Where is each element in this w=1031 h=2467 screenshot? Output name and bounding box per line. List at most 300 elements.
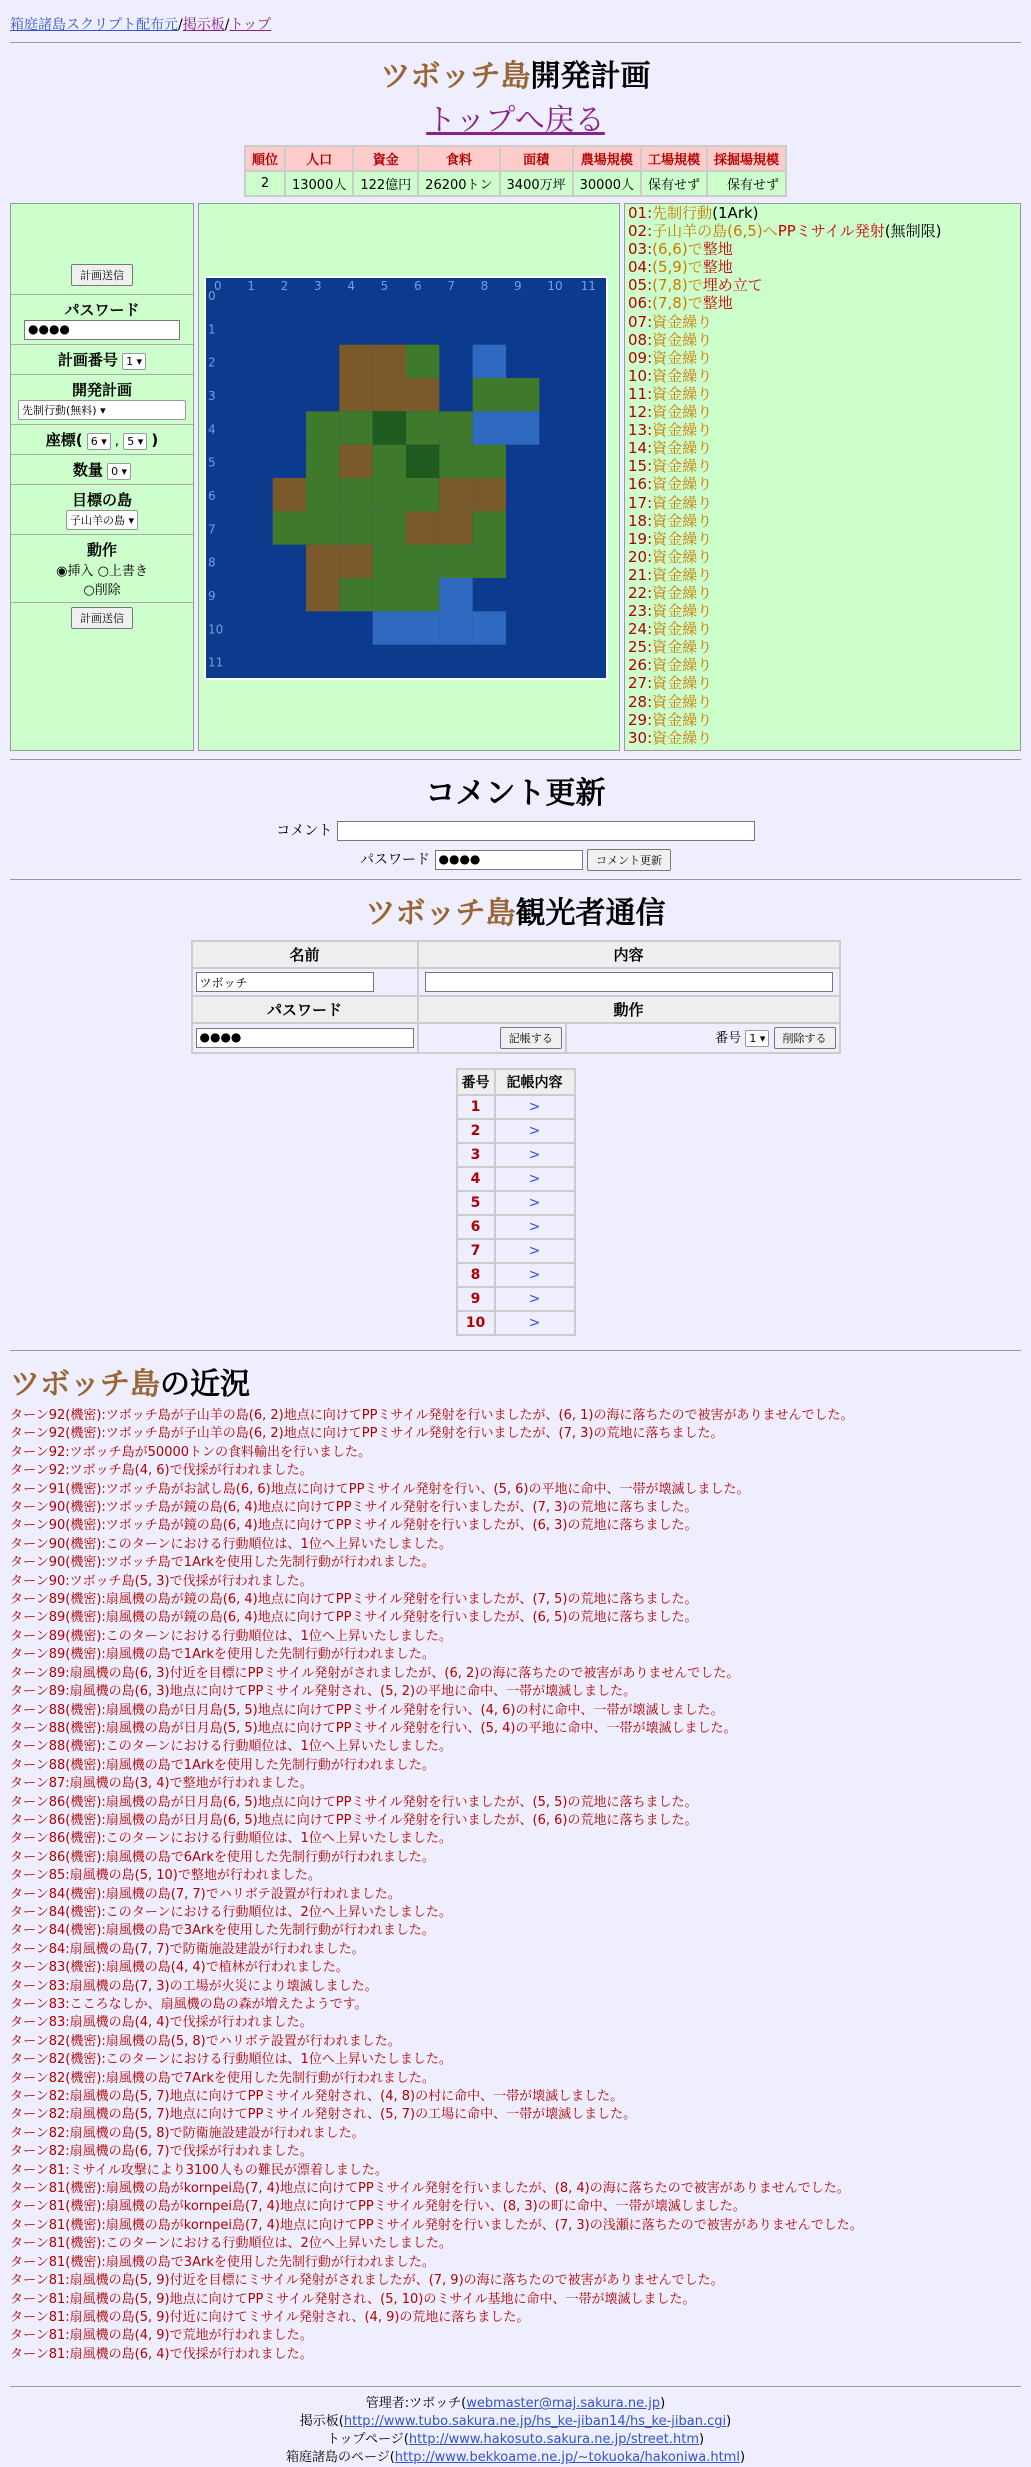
plan-text: 先制行動 — [652, 204, 713, 222]
stats-header: 順位 — [246, 147, 284, 170]
table-row — [458, 1192, 574, 1214]
map-col-digit: 11 — [580, 279, 596, 293]
plan-number: 06: — [628, 294, 653, 313]
plan-item — [628, 602, 1017, 620]
map-tile — [373, 345, 406, 378]
map-col-digit: 9 — [514, 279, 522, 293]
plan-text: 資金繰り — [652, 421, 713, 440]
plan-target: 埋め立て — [702, 276, 763, 295]
map-tile — [273, 478, 306, 511]
news-item: ターン88(機密):扇風機の島が日月島(5, 5)地点に向けてPPミサイル発射を行い、(5, 4)の平地に命中、一帯が壊滅しました。 — [10, 1720, 737, 1736]
map-tile — [373, 445, 406, 478]
password-label: パスワード — [64, 301, 140, 319]
log-row-content: > — [496, 1192, 574, 1214]
plan-text: 資金繰り — [652, 475, 713, 494]
map-tile — [339, 345, 372, 378]
map-row-digit: 6 — [208, 489, 216, 503]
news-item: ターン89(機密):扇風機の島が鏡の島(6, 4)地点に向けてPPミサイル発射を行いましたが、(6, 5)の荒地に落ちました。 — [10, 1610, 698, 1626]
plan-item — [628, 512, 1017, 530]
news-item: ターン82(機密):扇風機の島(5, 8)でハリボテ設置が行われました。 — [10, 2033, 401, 2049]
stats-value: 26200トン — [419, 172, 498, 195]
map-row-digit: 3 — [208, 389, 216, 403]
news-item: ターン86(機密):扇風機の島が日月島(6, 5)地点に向けてPPミサイル発射を行いましたが、(6, 6)の荒地に落ちました。 — [10, 1812, 698, 1828]
log-row-number: 6 — [458, 1216, 494, 1238]
map-tile — [473, 345, 506, 378]
plan-form: 計画送信 パスワード ●●●● 計画番号 1 ▾ 開発計画 先制行動(無料) ▾ 座標( 6 ▾ , 5 ▾ ) 数量 0 ▾ 目標の島 子山羊の島 ▾ 動作 ◉挿入 ○上書き ○削除 計画送信 — [10, 203, 194, 751]
map-tile — [306, 578, 339, 611]
news-item: ターン84(機密):扇風機の島で3Arkを使用した先制行動が行われました。 — [10, 1923, 435, 1939]
log-row-number: 5 — [458, 1192, 494, 1214]
plan-text: 資金繰り — [652, 565, 713, 584]
island-map-panel — [198, 203, 620, 751]
guest-title: ツボッチ島観光者通信 — [365, 896, 666, 931]
table-row — [458, 1312, 574, 1334]
stats-value: 3400万坪 — [501, 172, 572, 195]
log-row-number: 1 — [458, 1096, 494, 1118]
guest-action-header: 動作 — [419, 997, 839, 1022]
plan-number: 18: — [628, 511, 653, 530]
news-item: ターン81(機密):扇風機の島がkornpei島(7, 4)地点に向けてPPミサイル発射を行いましたが、(8, 4)の海に落ちたので被害がありませんでした。 — [10, 2181, 850, 2197]
plan-text: 資金繰り — [652, 403, 713, 422]
plan-number: 25: — [628, 638, 653, 657]
map-tile — [473, 478, 506, 511]
plan-text: 資金繰り — [652, 620, 713, 639]
guest-name-input[interactable]: ツボッチ — [196, 972, 374, 992]
plan-number: 16: — [628, 475, 653, 494]
plan-text: 資金繰り — [652, 330, 713, 349]
coord-x-select[interactable]: 6 ▾ — [87, 433, 111, 450]
plan-text: (6,6)で — [652, 240, 703, 259]
comment-update-button[interactable]: コメント更新 — [587, 849, 671, 871]
password-input[interactable]: ●●●● — [24, 320, 180, 340]
map-row-digit: 7 — [208, 522, 216, 537]
stats-value: 2 — [246, 172, 284, 195]
plan-text: 資金繰り — [652, 457, 713, 476]
plan-item — [628, 457, 1017, 475]
plan-item — [628, 276, 1017, 294]
log-row-content: > — [496, 1240, 574, 1262]
plan-number: 20: — [628, 547, 653, 566]
plan-target: 整地 — [702, 258, 733, 277]
plan-item — [628, 385, 1017, 403]
radio-overwrite[interactable]: ○上書き — [97, 564, 148, 579]
plan-text: 資金繰り — [652, 511, 713, 530]
stats-header: 食料 — [419, 147, 498, 170]
submit-plan-button-bottom[interactable]: 計画送信 — [71, 607, 133, 629]
development-section — [10, 203, 1021, 751]
map-tile — [373, 511, 406, 544]
island-map[interactable] — [204, 276, 608, 680]
log-row-content: > — [496, 1288, 574, 1310]
news-item: ターン81:扇風機の島(6, 4)で伐採が行われました。 — [10, 2346, 313, 2362]
radio-delete[interactable]: ○削除 — [83, 583, 121, 598]
plan-item — [628, 638, 1017, 656]
news-item: ターン88(機密):扇風機の島で1Arkを使用した先制行動が行われました。 — [10, 1757, 435, 1773]
map-tile — [373, 545, 406, 578]
plan-text: 資金繰り — [652, 348, 713, 367]
map-tile — [306, 511, 339, 544]
stats-value: 保有せず — [708, 172, 785, 195]
plan-item — [628, 548, 1017, 566]
news-item: ターン83:扇風機の島(4, 4)で伐採が行われました。 — [10, 2015, 313, 2031]
guest-section — [10, 888, 1021, 1336]
map-tile — [373, 611, 406, 644]
news-item: ターン89(機密):このターンにおける行動順位は、1位へ上昇いたしました。 — [10, 1628, 452, 1644]
guest-content-header: 内容 — [419, 942, 839, 967]
map-row-digit: 8 — [208, 555, 216, 570]
guest-content-input[interactable] — [425, 972, 833, 992]
plan-item — [628, 204, 1017, 222]
plan-number: 30: — [628, 728, 653, 747]
map-tile — [306, 545, 339, 578]
table-row — [458, 1288, 574, 1310]
map-row-digit: 10 — [208, 622, 224, 637]
map-tile — [373, 478, 406, 511]
plan-item — [628, 403, 1017, 421]
log-row-number: 10 — [458, 1312, 494, 1334]
dev-plan-label: 開発計画 — [71, 381, 132, 399]
news-list — [10, 1407, 1021, 2364]
stats-value: 保有せず — [642, 172, 706, 195]
stats-value: 13000人 — [286, 172, 352, 195]
guest-password-header: パスワード — [193, 997, 417, 1022]
news-item: ターン89:扇風機の島(6, 3)地点に向けてPPミサイル発射され、(5, 2)の平地に命中、一帯が壊滅しました。 — [10, 1684, 637, 1700]
plan-number: 09: — [628, 348, 653, 367]
plan-number: 29: — [628, 710, 653, 729]
stats-header: 面積 — [501, 147, 572, 170]
guest-no-label: 番号 — [715, 1031, 742, 1046]
map-row-digit: 1 — [208, 322, 216, 337]
quantity-select[interactable]: 0 ▾ — [107, 463, 131, 480]
plan-list — [624, 203, 1021, 751]
map-tile — [473, 545, 506, 578]
plan-item — [628, 439, 1017, 457]
news-item: ターン92:ツボッチ島が50000トンの食料輸出を行いました。 — [10, 1444, 372, 1460]
news-item: ターン90:ツボッチ島(5, 3)で伐採が行われました。 — [10, 1573, 313, 1589]
plan-number: 15: — [628, 457, 653, 476]
plan-number: 17: — [628, 493, 653, 512]
plan-text: 資金繰り — [652, 547, 713, 566]
news-item: ターン88(機密):扇風機の島が日月島(5, 5)地点に向けてPPミサイル発射を行い、(4, 6)の村に命中、一帯が壊滅しました。 — [10, 1702, 724, 1718]
news-item: ターン81(機密):扇風機の島がkornpei島(7, 4)地点に向けてPPミサイル発射を行いましたが、(7, 3)の浅瀬に落ちたので被害がありませんでした。 — [10, 2217, 863, 2233]
news-item: ターン81:ミサイル攻撃により3100人もの難民が漂着しました。 — [10, 2162, 388, 2178]
news-item: ターン84(機密):このターンにおける行動順位は、2位へ上昇いたしました。 — [10, 1904, 452, 1920]
news-item: ターン82:扇風機の島(5, 7)地点に向けてPPミサイル発射され、(5, 7)の工場に命中、一帯が壊滅しました。 — [10, 2107, 637, 2123]
map-tile — [406, 378, 439, 411]
plan-number: 23: — [628, 602, 653, 621]
map-tile — [439, 511, 472, 544]
comment-title: コメント更新 — [425, 776, 606, 811]
plan-item — [628, 475, 1017, 493]
submit-plan-button-top[interactable]: 計画送信 — [71, 264, 133, 286]
news-item: ターン89(機密):扇風機の島が鏡の島(6, 4)地点に向けてPPミサイル発射を行いましたが、(7, 5)の荒地に落ちました。 — [10, 1592, 698, 1608]
target-island-label: 目標の島 — [71, 491, 132, 509]
plan-number: 21: — [628, 565, 653, 584]
footer: 管理者:ツボッチ(webmaster@maj.sakura.ne.jp) 掲示板(http://www.tubo.sakura.ne.jp/hs_ke-jiban14/hs_ke-jiban.cgi) トップページ(http://www.hakosuto.sakura.ne.jp/street.htm) 箱庭諸島のページ(http://www.bekkoame.ne.jp/~tokuoka/hakoniwa.html) — [285, 2396, 746, 2466]
plan-number: 04: — [628, 258, 653, 277]
plan-number: 28: — [628, 692, 653, 711]
plan-item — [628, 620, 1017, 638]
news-item: ターン81:扇風機の島(5, 9)付近に向けてミサイル発射され、(4, 9)の荒地に落ちました。 — [10, 2309, 530, 2325]
map-col-digit: 2 — [280, 279, 289, 293]
table-row — [458, 1144, 574, 1166]
plan-text: (7,8)で — [652, 294, 703, 313]
plan-number: 14: — [628, 439, 653, 458]
plan-number: 13: — [628, 421, 653, 440]
stats-header: 資金 — [354, 147, 417, 170]
link-bbs[interactable]: 掲示板 — [182, 17, 225, 33]
comment-section — [10, 768, 1021, 871]
plan-text: 資金繰り — [652, 493, 713, 512]
plan-item — [628, 656, 1017, 674]
news-item: ターン90(機密):このターンにおける行動順位は、1位へ上昇いたしました。 — [10, 1536, 452, 1552]
map-tile — [406, 478, 439, 511]
map-row-digit: 11 — [208, 655, 224, 670]
log-row-number: 8 — [458, 1264, 494, 1286]
map-tile — [406, 545, 439, 578]
plan-item — [628, 331, 1017, 349]
plan-number-label: 計画番号 — [57, 351, 118, 369]
back-to-top-link[interactable]: トップへ戻る — [426, 103, 605, 138]
map-tile — [506, 411, 539, 444]
guest-form-table — [191, 940, 841, 1054]
map-tile — [406, 611, 439, 644]
plan-number: 10: — [628, 366, 653, 385]
island-stats-table — [244, 145, 787, 197]
map-tile — [339, 378, 372, 411]
plan-number: 24: — [628, 620, 653, 639]
link-script-source[interactable]: 箱庭諸島スクリプト配布元 — [10, 17, 178, 33]
map-tile — [473, 445, 506, 478]
plan-extra: (無制限) — [884, 222, 942, 241]
plan-text: 資金繰り — [652, 602, 713, 621]
map-col-digit: 1 — [247, 279, 255, 293]
plan-number: 19: — [628, 529, 653, 548]
dev-plan-select[interactable]: 先制行動(無料) ▾ — [18, 400, 186, 420]
comment-password-input[interactable]: ●●●● — [435, 850, 583, 870]
log-row-number: 9 — [458, 1288, 494, 1310]
plan-item — [628, 349, 1017, 367]
news-item: ターン92(機密):ツボッチ島が子山羊の島(6, 2)地点に向けてPPミサイル発射を行いましたが、(7, 3)の荒地に落ちました。 — [10, 1426, 724, 1442]
map-tile — [439, 578, 472, 611]
guest-post-button[interactable]: 記帳する — [500, 1027, 562, 1049]
log-row-content: > — [496, 1096, 574, 1118]
plan-item — [628, 494, 1017, 512]
plan-target: 整地 — [702, 240, 733, 259]
plan-item — [628, 313, 1017, 331]
news-item: ターン88(機密):このターンにおける行動順位は、1位へ上昇いたしました。 — [10, 1739, 452, 1755]
map-tile — [273, 511, 306, 544]
plan-item — [628, 566, 1017, 584]
link-top[interactable]: トップ — [229, 17, 272, 33]
map-tile — [439, 411, 472, 444]
bbs-url-link[interactable]: http://www.tubo.sakura.ne.jp/hs_ke-jiban14/hs_ke-jiban.cgi — [343, 2414, 727, 2430]
radio-insert[interactable]: ◉挿入 — [56, 564, 94, 579]
guest-password-input[interactable]: ●●●● — [196, 1028, 414, 1048]
plan-text: 資金繰り — [652, 674, 713, 693]
plan-text: 資金繰り — [652, 384, 713, 403]
news-item: ターン92(機密):ツボッチ島が子山羊の島(6, 2)地点に向けてPPミサイル発射を行いましたが、(6, 1)の海に落ちたので被害がありませんでした。 — [10, 1408, 854, 1423]
news-item: ターン82(機密):このターンにおける行動順位は、1位へ上昇いたしました。 — [10, 2052, 452, 2068]
news-item: ターン89:扇風機の島(6, 3)付近を目標にPPミサイル発射がされましたが、(6, 2)の海に落ちたので被害がありませんでした。 — [10, 1665, 740, 1681]
plan-text: 資金繰り — [652, 583, 713, 602]
plan-text: (7,8)で — [652, 276, 703, 295]
stats-header: 人口 — [286, 147, 352, 170]
guest-no-select[interactable]: 1 ▾ — [745, 1030, 769, 1047]
plan-item — [628, 584, 1017, 602]
stats-value: 30000人 — [574, 172, 640, 195]
news-item: ターン81(機密):このターンにおける行動順位は、2位へ上昇いたしました。 — [10, 2236, 452, 2252]
table-row — [458, 1120, 574, 1142]
log-row-number: 4 — [458, 1168, 494, 1190]
plan-target: PPミサイル発射 — [777, 222, 885, 241]
map-tile — [506, 378, 539, 411]
plan-text: 資金繰り — [652, 692, 713, 711]
news-item: ターン82:扇風機の島(5, 8)で防衛施設建設が行われました。 — [10, 2125, 365, 2141]
plan-item — [628, 674, 1017, 692]
hakoniwa-url-link[interactable]: http://www.bekkoame.ne.jp/~tokuoka/hakoniwa.html — [394, 2450, 740, 2466]
news-item: ターン90(機密):ツボッチ島で1Arkを使用した先制行動が行われました。 — [10, 1555, 435, 1571]
quantity-label: 数量 — [72, 461, 103, 479]
plan-item — [628, 367, 1017, 385]
log-row-content: > — [496, 1120, 574, 1142]
map-tile — [406, 578, 439, 611]
news-item: ターン83:扇風機の島(7, 3)の工場が火災により壊滅しました。 — [10, 1978, 378, 1994]
plan-item — [628, 258, 1017, 276]
stats-header: 農場規模 — [574, 147, 640, 170]
map-tile — [339, 511, 372, 544]
news-item: ターン82(機密):扇風機の島で7Arkを使用した先制行動が行われました。 — [10, 2070, 435, 2086]
map-tile — [439, 611, 472, 644]
plan-number: 27: — [628, 674, 653, 693]
plan-item — [628, 693, 1017, 711]
coord-y-select[interactable]: 5 ▾ — [123, 433, 147, 450]
news-item: ターン81:扇風機の島(5, 9)地点に向けてPPミサイル発射され、(5, 10)のミサイル基地に命中、一帯が壊滅しました。 — [10, 2291, 696, 2307]
stats-header: 採掘場規模 — [708, 147, 785, 170]
news-item: ターン81:扇風機の島(5, 9)付近を目標にミサイル発射がされましたが、(7, 9)の海に落ちたので被害がありませんでした。 — [10, 2273, 724, 2289]
news-item: ターン90(機密):ツボッチ島が鏡の島(6, 4)地点に向けてPPミサイル発射を行いましたが、(6, 3)の荒地に落ちました。 — [10, 1518, 698, 1534]
map-tile — [439, 545, 472, 578]
map-tile — [339, 411, 372, 444]
plan-text: 資金繰り — [652, 312, 713, 331]
comment-label: コメント — [276, 823, 333, 839]
map-tile — [406, 411, 439, 444]
map-tile — [306, 478, 339, 511]
map-tile — [306, 411, 339, 444]
plan-item — [628, 240, 1017, 258]
admin-mail-link[interactable]: webmaster@maj.sakura.ne.jp — [466, 2396, 661, 2412]
plan-number-select[interactable]: 1 ▾ — [122, 353, 146, 370]
top-url-link[interactable]: http://www.hakosuto.sakura.ne.jp/street.htm — [408, 2432, 699, 2448]
news-item: ターン86(機密):扇風機の島が日月島(6, 5)地点に向けてPPミサイル発射を行いましたが、(5, 5)の荒地に落ちました。 — [10, 1794, 698, 1810]
news-item: ターン86(機密):このターンにおける行動順位は、1位へ上昇いたしました。 — [10, 1831, 452, 1847]
map-tile — [373, 411, 406, 444]
log-row-number: 2 — [458, 1120, 494, 1142]
news-item: ターン84:扇風機の島(7, 7)で防衛施設建設が行われました。 — [10, 1941, 365, 1957]
plan-number: 03: — [628, 240, 653, 259]
map-tile — [373, 378, 406, 411]
plan-item — [628, 711, 1017, 729]
map-col-digit: 5 — [380, 279, 389, 293]
log-content-header: 記帳内容 — [496, 1070, 574, 1094]
plan-text: 資金繰り — [652, 366, 713, 385]
map-tile — [439, 478, 472, 511]
plan-item — [628, 222, 1017, 240]
map-tile — [339, 478, 372, 511]
map-tile — [473, 411, 506, 444]
plan-text: 資金繰り — [652, 710, 713, 729]
guest-name-header: 名前 — [193, 942, 417, 967]
plan-number: 07: — [628, 312, 653, 331]
plan-number: 12: — [628, 403, 653, 422]
map-row-digit: 5 — [208, 455, 216, 470]
news-item: ターン90(機密):ツボッチ島が鏡の島(6, 4)地点に向けてPPミサイル発射を行いましたが、(7, 3)の荒地に落ちました。 — [10, 1500, 698, 1516]
map-tile — [439, 445, 472, 478]
plan-number: 01: — [628, 204, 653, 222]
target-island-select[interactable]: 子山羊の島 ▾ — [66, 510, 138, 530]
map-row-digit: 9 — [208, 589, 216, 603]
guestbook-table — [456, 1068, 576, 1336]
map-row-digit: 2 — [208, 355, 216, 370]
table-row — [458, 1240, 574, 1262]
plan-number: 05: — [628, 276, 653, 295]
comment-input[interactable] — [337, 821, 755, 841]
plan-text: 子山羊の島(6,5)へ — [652, 222, 778, 241]
news-item: ターン82:扇風機の島(6, 7)で伐採が行われました。 — [10, 2144, 313, 2160]
page-header — [10, 51, 1021, 139]
plan-item — [628, 294, 1017, 312]
map-tile — [406, 511, 439, 544]
map-row-digit: 4 — [208, 422, 216, 437]
plan-extra: (1Ark) — [712, 204, 759, 222]
comment-password-label: パスワード — [360, 852, 431, 868]
plan-item — [628, 729, 1017, 747]
map-tile — [339, 578, 372, 611]
news-item: ターン85:扇風機の島(5, 10)で整地が行われました。 — [10, 1868, 321, 1884]
plan-text: 資金繰り — [652, 529, 713, 548]
log-row-content: > — [496, 1216, 574, 1238]
plan-number: 22: — [628, 583, 653, 602]
table-row — [458, 1096, 574, 1118]
plan-item — [628, 530, 1017, 548]
map-tile — [339, 545, 372, 578]
map-tile — [473, 511, 506, 544]
map-tile — [406, 445, 439, 478]
map-col-digit: 4 — [347, 279, 355, 293]
news-item: ターン92:ツボッチ島(4, 6)で伐採が行われました。 — [10, 1463, 313, 1479]
map-col-digit: 7 — [447, 279, 455, 293]
map-tile — [339, 445, 372, 478]
plan-text: (5,9)で — [652, 258, 703, 277]
news-title: ツボッチ島の近況 — [10, 1367, 250, 1402]
plan-text: 資金繰り — [652, 728, 713, 747]
log-row-content: > — [496, 1312, 574, 1334]
table-row — [458, 1216, 574, 1238]
table-row — [458, 1264, 574, 1286]
plan-text: 資金繰り — [652, 656, 713, 675]
news-item: ターン89(機密):扇風機の島で1Arkを使用した先制行動が行われました。 — [10, 1647, 435, 1663]
map-col-digit: 0 — [214, 279, 222, 293]
news-item: ターン91(機密):ツボッチ島がお試し島(6, 6)地点に向けてPPミサイル発射を行い、(5, 6)の平地に命中、一帯が壊滅しました。 — [10, 1481, 750, 1497]
log-row-content: > — [496, 1144, 574, 1166]
plan-item — [628, 421, 1017, 439]
page-title: ツボッチ島開発計画 — [380, 59, 651, 94]
news-item: ターン81(機密):扇風機の島がkornpei島(7, 4)地点に向けてPPミサイル発射を行い、(8, 3)の町に命中、一帯が壊滅しました。 — [10, 2199, 746, 2215]
log-row-number: 7 — [458, 1240, 494, 1262]
plan-text: 資金繰り — [652, 638, 713, 657]
log-row-content: > — [496, 1168, 574, 1190]
guest-delete-button[interactable]: 削除する — [774, 1027, 836, 1049]
